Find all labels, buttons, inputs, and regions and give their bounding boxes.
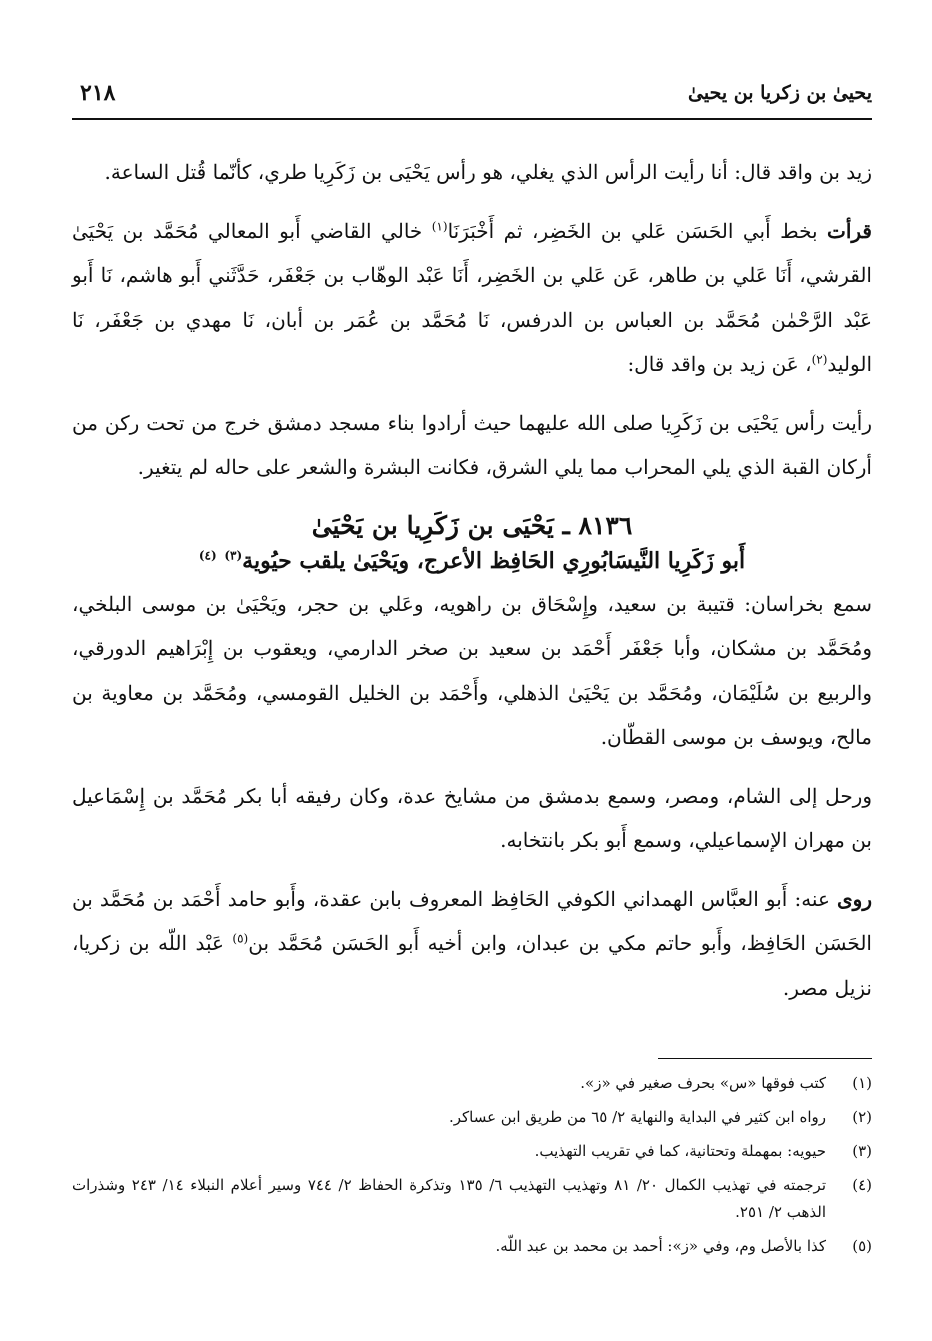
footnote-item xyxy=(72,1138,872,1165)
footnote-text: كتب فوقها «س» بحرف صغير في «ز». xyxy=(580,1074,826,1092)
footnote-number: (٥) xyxy=(852,1237,872,1255)
footnote-number: (٣) xyxy=(852,1142,872,1160)
footnote-ref: (٥) xyxy=(232,931,249,946)
paragraph-text: خالي القاضي أَبو المعالي مُحَمَّد بن يَحْيَىٰ القرشي، أَنَا عَلي بن طاهر، عَن عَلي بن الخَضِر، أَنَا عَبْد الوهّاب بن جَعْفَر، حَدَّثَني أَبو هاشم، نَا أَبو عَبْد الرَّحْمٰن مُحَمَّد بن العباس بن الدرفس، نَا مُحَمَّد بن عُمَر بن أبان، نَا مهدي بن جَعْفَر، نَا الوليد xyxy=(72,218,872,376)
footnote-text: رواه ابن كثير في البداية والنهاية ٢/ ٦٥ من طريق ابن عساكر. xyxy=(448,1108,826,1126)
entry-subheading xyxy=(72,544,872,578)
paragraph-1: زيد بن واقد قال: أنا رأيت الرأس الذي يغلي، هو رأس يَحْيَى بن زَكَرِيا طري، كأنّما قُتل الساعة. xyxy=(104,160,872,184)
entry-subheading-text: أَبو زَكَرِيا النَّيسَابُورِي الحَافِظ الأعرج، ويَحْيَىٰ يلقب حيُوية xyxy=(242,547,746,574)
page-number: ٢١٨ xyxy=(80,80,116,106)
footnote-item xyxy=(72,1172,872,1226)
paragraph-lead-word: روى xyxy=(837,886,872,911)
paragraph-text: عنه: أَبو العبَّاس الهمداني الكوفي الحَافِظ المعروف بابن عقدة، وأَبو حامد أَحْمَد بن مُحَمَّد بن الحَسَن الحَافِظ، وأَبو حاتم مكي بن عبدان، وابن أخيه أَبو الحَسَن مُحَمَّد بن xyxy=(72,886,872,955)
footnote-number: (١) xyxy=(852,1074,872,1092)
footnote-ref: (٢) xyxy=(811,352,828,367)
footnote-ref: (٣) xyxy=(224,548,243,563)
paragraph-4: سمع بخراسان: قتيبة بن سعيد، وإِسْحَاق بن راهويه، وعَلي بن حجر، ويَحْيَىٰ بن موسى البلخي، ومُحَمَّد بن مشكان، وأبا جَعْفَر أَحْمَد بن سعيد بن صخر الدارمي، ويعقوب بن إِبْرَاهيم الدورقي، والربيع بن سُلَيْمَان، ومُحَمَّد بن يَحْيَىٰ الذهلي، وأَحْمَد بن الخليل القومسي، ومُحَمَّد بن معاوية بن مالح، ويوسف بن موسى القطّان. xyxy=(72,591,872,749)
paragraph-text: بخط أَبي الحَسَن عَلي بن الخَضِر، ثم أَخْبَرَنَا xyxy=(447,218,827,243)
footnote-ref: (٤) xyxy=(198,548,217,563)
paragraph-6 xyxy=(72,877,872,1011)
running-header xyxy=(72,78,872,120)
paragraph-text: ، عَن زيد بن واقد قال: xyxy=(627,352,812,376)
paragraph-2 xyxy=(72,209,872,387)
footnote-item xyxy=(72,1104,872,1131)
footnote-text: ترجمته في تهذيب الكمال ٢٠/ ٨١ وتهذيب التهذيب ٦/ ١٣٥ وتذكرة الحفاظ ٢/ ٧٤٤ وسير أعلام النبلاء ١٤/ ٢٤٣ وشذرات الذهب ٢/ ٢٥١. xyxy=(72,1176,827,1221)
paragraph-text: عَبْد اللّه بن زكريا، نزيل مصر. xyxy=(72,931,872,1000)
entry-heading: ٨١٣٦ ـ يَحْيَى بن زَكَرِيا بن يَحْيَىٰ xyxy=(311,510,633,540)
footnote-text: حيويه: بمهملة وتحتانية، كما في تقريب التهذيب. xyxy=(534,1142,826,1160)
running-title: يحيىٰ بن زكريا بن يحيىٰ xyxy=(688,82,872,104)
footnotes xyxy=(72,1070,872,1267)
paragraph-lead-word: قرأت xyxy=(827,218,872,243)
paragraph-3: رأيت رأس يَحْيَى بن زَكَرِيا صلى الله عليهما حيث أرادوا بناء مسجد دمشق خرج من تحت ركن من أركان القبة الذي يلي المحراب مما يلي الشرق، فكانت البشرة والشعر على حاله لم يتغير. xyxy=(72,410,872,479)
paragraph-5: ورحل إلى الشام، ومصر، وسمع بدمشق من مشايخ عدة، وكان رفيقه أبا بكر مُحَمَّد بن إِسْمَاعيل بن مهران الإسماعيلي، وسمع أَبو بكر بانتخابه. xyxy=(72,783,872,852)
footnote-text: كذا بالأصل وم، وفي «ز»: أحمد بن محمد بن عبد اللّه. xyxy=(495,1237,826,1255)
footnote-number: (٤) xyxy=(852,1176,872,1194)
footnote-item xyxy=(72,1233,872,1260)
footnote-ref: (١) xyxy=(431,218,448,233)
footnote-number: (٢) xyxy=(852,1108,872,1126)
footnote-divider xyxy=(658,1058,872,1059)
footnote-item xyxy=(72,1070,872,1097)
main-text xyxy=(72,150,872,1010)
